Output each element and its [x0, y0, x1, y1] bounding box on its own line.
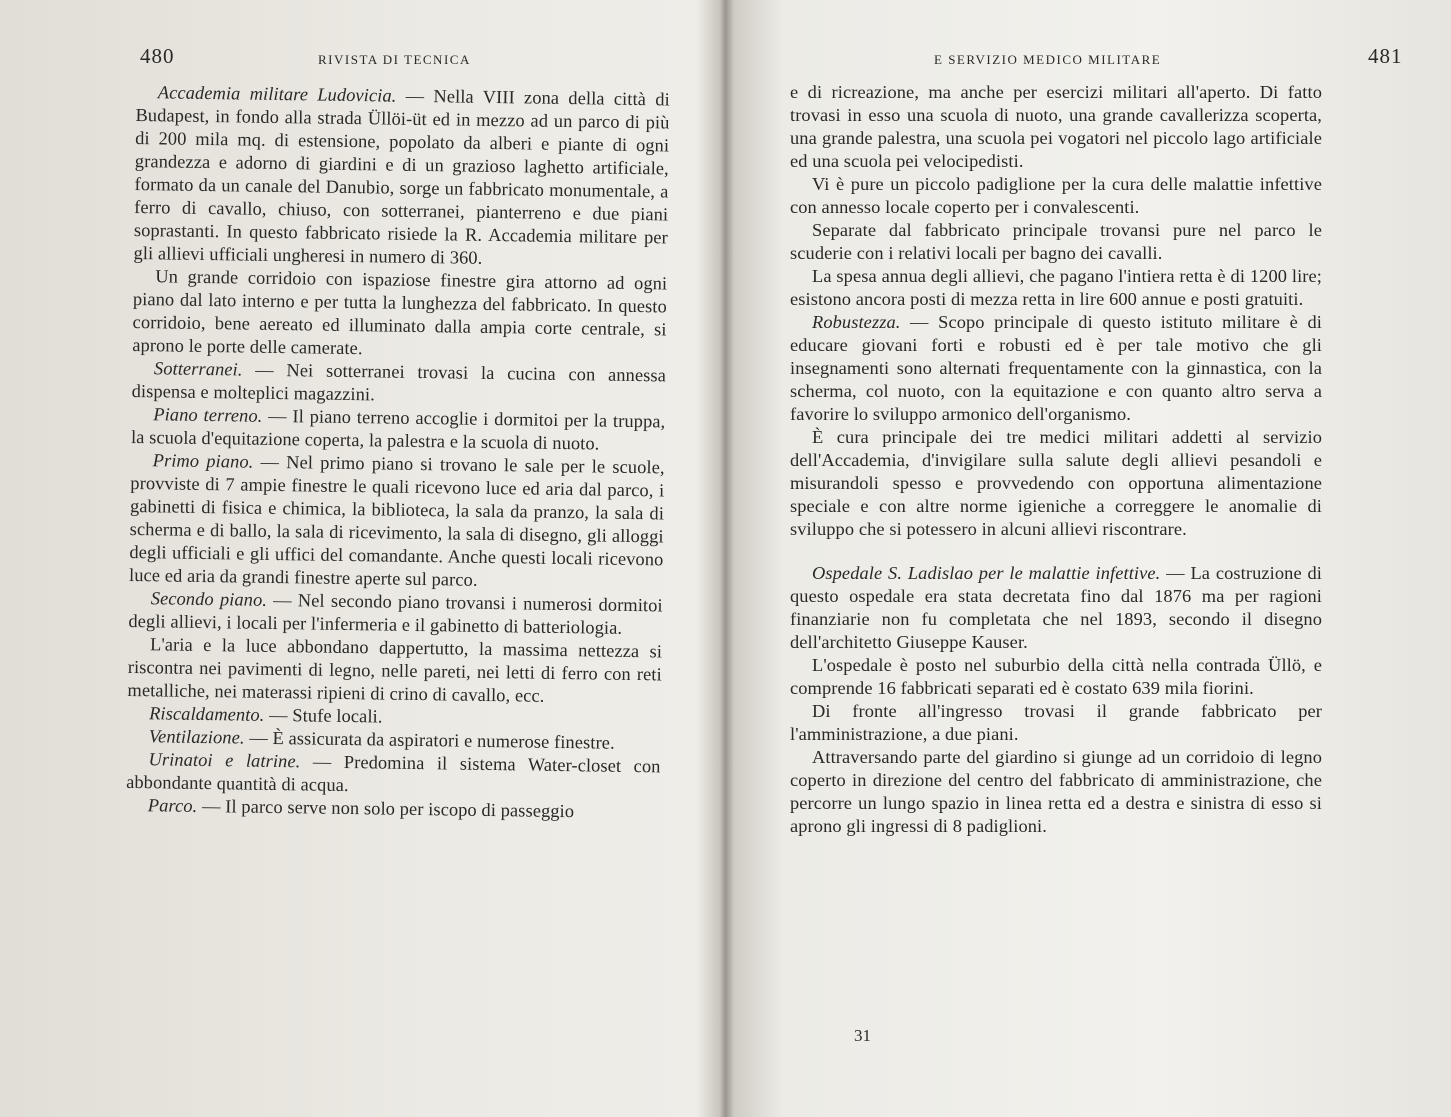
right-page	[728, 0, 1451, 1117]
left-page	[0, 0, 725, 1117]
paragraph	[790, 173, 1322, 219]
page-number: 480	[140, 44, 175, 68]
paragraph-text: L'ospedale è posto nel suburbio della città nella contrada Üllö, e comprende 16 fabbricati separati ed è costato 639 mila fiorini.	[790, 655, 1322, 698]
paragraph	[790, 426, 1322, 541]
paragraph-text: — Nella VIII zona della città di Budapest, in fondo alla strada Üllöi-üt ed in mezzo ad un parco di più di 200 mila mq. di estensione, popolato da alberi e piante di ogni grandezza e adorno di giardini e di un grazioso laghetto artificiale, formato da un canale del Danubio, sorge un fabbricato monumentale, a ferro di cavallo, chiuso, con sotterranei, pianterreno e due piani soprastanti. In questo fabbricato risiede la R. Accademia militare per gli allievi ufficiali ungheresi in numero di 360.	[133, 85, 670, 268]
paragraph-text: — Scopo principale di questo istituto militare è di educare giovani forti e robusti ed è per tale motivo che gli insegnamenti sono alternati frequentamente con la ginnastica, con la scherma, col nuoto, con la equitazione e con quanto altro serva a favorire lo sviluppo armonico dell'organismo.	[790, 312, 1322, 424]
page-body	[126, 81, 670, 824]
paragraph-text: È cura principale dei tre medici militari addetti al servizio dell'Accademia, d'invigilare sulla salute degli allievi pesandoli e misurandoli spesso e provvedendo con opportuna alimentazione speciale e con altre norme igieniche a correggere le anomalie di sviluppo che si potessero in alcuni allievi riscontrare.	[790, 427, 1322, 539]
paragraph-heading: Robustezza.	[812, 312, 901, 332]
paragraph-text: Attraversando parte del giardino si giunge ad un corridoio di legno coperto in direzione del centro del fabbricato di amministrazione, che percorre un lungo spazio in linea retta ed a destra e sinistra di esso si aprono gli ingressi di 8 padiglioni.	[790, 747, 1322, 836]
signature-mark: 31	[854, 1026, 871, 1045]
paragraph	[133, 81, 670, 272]
paragraph-text: — Il piano terreno accoglie i dormitoi per la truppa, la scuola d'equitazione coperta, la palestra e la scuola di nuoto.	[130, 405, 666, 454]
paragraph-text: — La costruzione di questo ospedale era stata decretata fino dal 1876 ma per ragioni finanziarie non fu completata che nel 1893, secondo il disegno dell'architetto Giuseppe Kauser.	[790, 563, 1322, 652]
paragraph	[790, 311, 1322, 426]
paragraph	[790, 654, 1322, 700]
paragraph	[790, 265, 1322, 311]
paragraph	[132, 265, 667, 364]
paragraph-text: Separate dal fabbricato principale trovansi pure nel parco le scuderie con i relativi locali per bagno dei cavalli.	[790, 220, 1322, 263]
paragraph-heading: Ventilazione.	[148, 726, 245, 748]
paragraph-heading: Urinatoi e latrine.	[148, 749, 301, 772]
paragraph-heading: Parco.	[147, 795, 198, 816]
paragraph-text: Vi è pure un piccolo padiglione per la cura delle malattie infettive con annesso locale coperto per i convalescenti.	[790, 174, 1322, 217]
paragraph-text: — Predomina il sistema Water-closet con abbondante quantità di acqua.	[126, 751, 661, 796]
paragraph	[132, 357, 667, 410]
paragraph	[790, 219, 1322, 265]
paragraph-text: L'aria e la luce abbondano dappertutto, la massima nettezza si riscontra nei pavimenti di legno, nelle pareti, nei letti di ferro con reti metalliche, nei materassi ripieni di crino di cavallo, ecc.	[127, 634, 663, 706]
paragraph-text: e di ricreazione, ma anche per esercizi militari all'aperto. Di fatto trovasi in esso una scuola di nuoto, una grande cavallerizza scoperta, una grande palestra, una scuola pei vogatori nel piccolo lago artificiale ed una scuola pei velocipedisti.	[790, 82, 1322, 171]
running-head: E SERVIZIO MEDICO MILITARE	[934, 52, 1162, 67]
page-body	[790, 81, 1322, 838]
paragraph	[790, 562, 1322, 654]
paragraph-text: Di fronte all'ingresso trovasi il grande fabbricato per l'amministrazione, a due piani.	[790, 701, 1322, 744]
paragraph	[127, 633, 662, 709]
paragraph	[128, 587, 663, 640]
paragraph-heading: Primo piano.	[152, 450, 254, 472]
paragraph-heading: Riscaldamento.	[149, 703, 265, 725]
paragraph-text: La spesa annua degli allievi, che pagano l'intiera retta è di 1200 lire; esistono ancora posti di mezza retta in lire 600 annue e posti gratuiti.	[790, 266, 1322, 309]
paragraph-text: — Nel secondo piano trovansi i numerosi dormitoi degli allievi, i locali per l'infermeria e il gabinetto di batteriologia.	[128, 589, 663, 638]
paragraph	[790, 81, 1322, 173]
running-head: RIVISTA DI TECNICA	[318, 52, 471, 67]
paragraph	[131, 403, 666, 456]
paragraph-text: — È assicurata da aspiratori e numerose finestre.	[244, 727, 615, 753]
paragraph	[129, 449, 665, 594]
page-number: 481	[1368, 44, 1403, 68]
paragraph-heading: Ospedale S. Ladislao per le malattie infettive.	[812, 563, 1161, 583]
paragraph-heading: Piano terreno.	[153, 404, 263, 426]
paragraph-text: — Il parco serve non solo per iscopo di passeggio	[197, 795, 575, 822]
paragraph-text: — Stufe locali.	[264, 704, 383, 727]
paragraph	[790, 746, 1322, 838]
paragraph-heading: Accademia militare Ludovicia.	[157, 82, 397, 106]
paragraph-heading: Secondo piano.	[150, 588, 268, 610]
paragraph	[126, 748, 661, 801]
paragraph-heading: Sotterranei.	[153, 358, 243, 380]
paragraph-text: — Nel primo piano si trovano le sale per le scuole, provviste di 7 ampie finestre le quali ricevono luce ed aria dal parco, i gabinetti di fisica e chimica, la biblioteca, la sala da pranzo, la sala di scherma e di ballo, la sala di ricevimento, la sala di disegno, gli alloggi degli ufficiali e gli uffici del comandante. Anche questi locali ricevono luce ed aria da grandi finestre aperte sul parco.	[128, 451, 665, 590]
paragraph	[790, 700, 1322, 746]
paragraph-text: — Nei sotterranei trovasi la cucina con annessa dispensa e molteplici magazzini.	[131, 359, 667, 405]
paragraph-text: Un grande corridoio con ispaziose finestre gira attorno ad ogni piano dal lato interno e per tutta la lunghezza del fabbricato. In questo corridoio, bene aereato ed illuminato dalla ampia corte centrale, si aprono le porte delle camerate.	[132, 266, 668, 359]
